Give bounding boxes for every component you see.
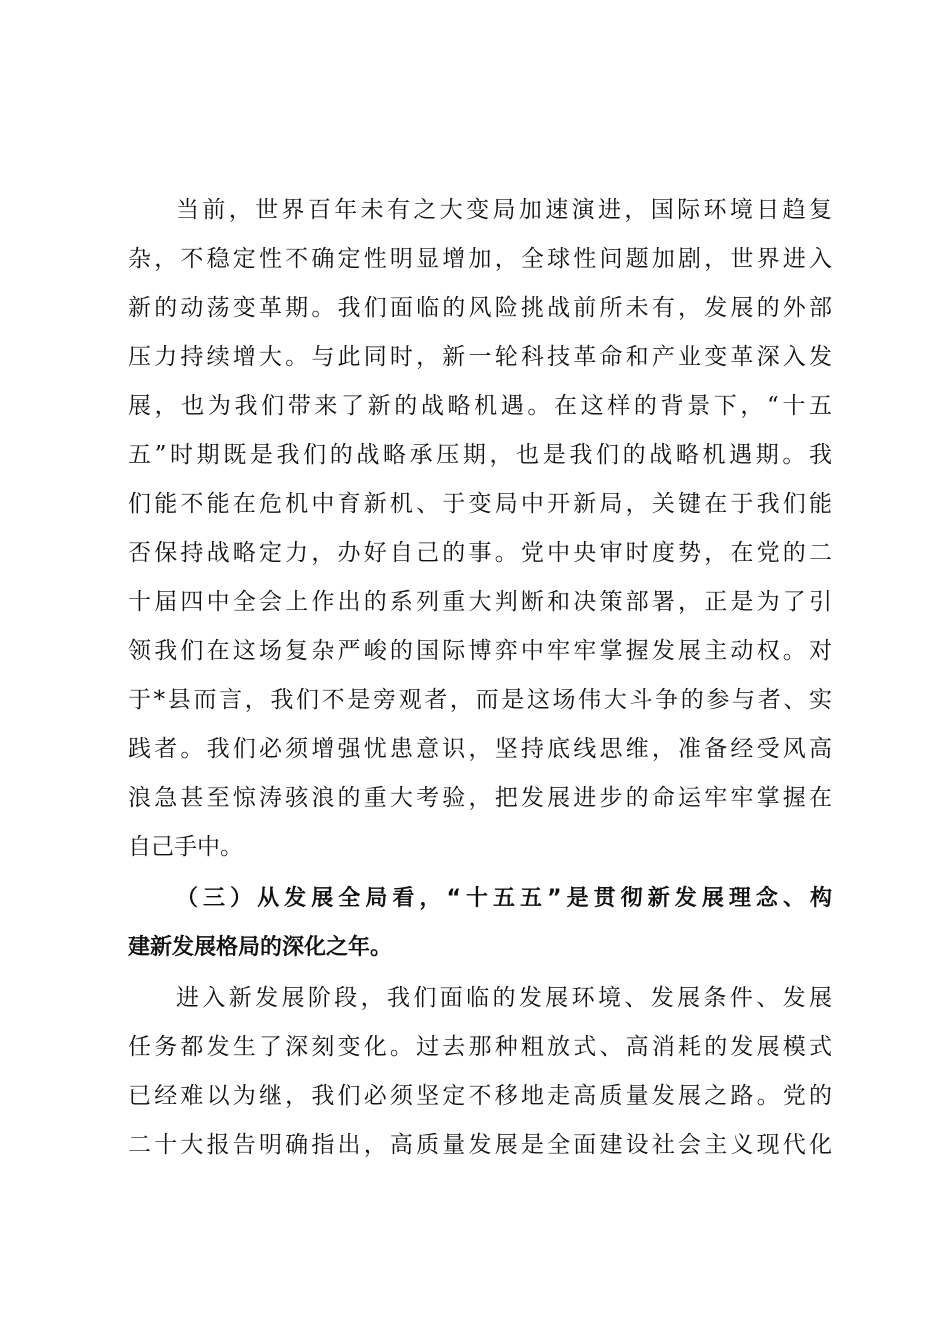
paragraph-line: 十届四中全会上作出的系列重大判断和决策部署，正是为了引	[128, 589, 832, 615]
paragraph-line: 压力持续增大。与此同时，新一轮科技革命和产业变革深入发	[128, 344, 832, 370]
paragraph-line: 展，也为我们带来了新的战略机遇。在这样的背景下，“十五	[128, 393, 832, 419]
paragraph-line: 于*县而言，我们不是旁观者，而是这场伟大斗争的参与者、实	[128, 687, 832, 713]
paragraph-line: 进入新发展阶段，我们面临的发展环境、发展条件、发展	[176, 985, 832, 1011]
paragraph-line: 当前，世界百年未有之大变局加速演进，国际环境日趋复	[176, 197, 832, 223]
heading-line: 建新发展格局的深化之年。	[128, 935, 393, 960]
paragraph-line: 二十大报告明确指出，高质量发展是全面建设社会主义现代化	[128, 1132, 832, 1158]
paragraph-line: 践者。我们必须增强忧患意识，坚持底线思维，准备经受风高	[128, 736, 832, 762]
paragraph-line: 新的动荡变革期。我们面临的风险挑战前所未有，发展的外部	[128, 295, 832, 321]
paragraph-2	[128, 974, 832, 1170]
paragraph-line: 杂，不稳定性不确定性明显增加，全球性问题加剧，世界进入	[128, 246, 832, 272]
paragraph-line: 五”时期既是我们的战略承压期，也是我们的战略机遇期。我	[128, 442, 832, 468]
document-body	[128, 186, 832, 1170]
paragraph-1	[128, 186, 832, 872]
paragraph-line: 领我们在这场复杂严峻的国际博弈中牢牢掌握发展主动权。对	[128, 638, 832, 664]
paragraph-line: 们能不能在危机中育新机、于变局中开新局，关键在于我们能	[128, 491, 832, 517]
paragraph-line: 任务都发生了深刻变化。过去那种粗放式、高消耗的发展模式	[128, 1034, 832, 1060]
paragraph-line: 自己手中。	[128, 834, 243, 860]
section-heading	[128, 874, 832, 972]
heading-line: （三）从发展全局看，“十五五”是贯彻新发展理念、构	[176, 886, 832, 911]
paragraph-line: 浪急甚至惊涛骇浪的重大考验，把发展进步的命运牢牢掌握在	[128, 785, 832, 811]
paragraph-line: 否保持战略定力，办好自己的事。党中央审时度势，在党的二	[128, 540, 832, 566]
paragraph-line: 已经难以为继，我们必须坚定不移地走高质量发展之路。党的	[128, 1083, 832, 1109]
